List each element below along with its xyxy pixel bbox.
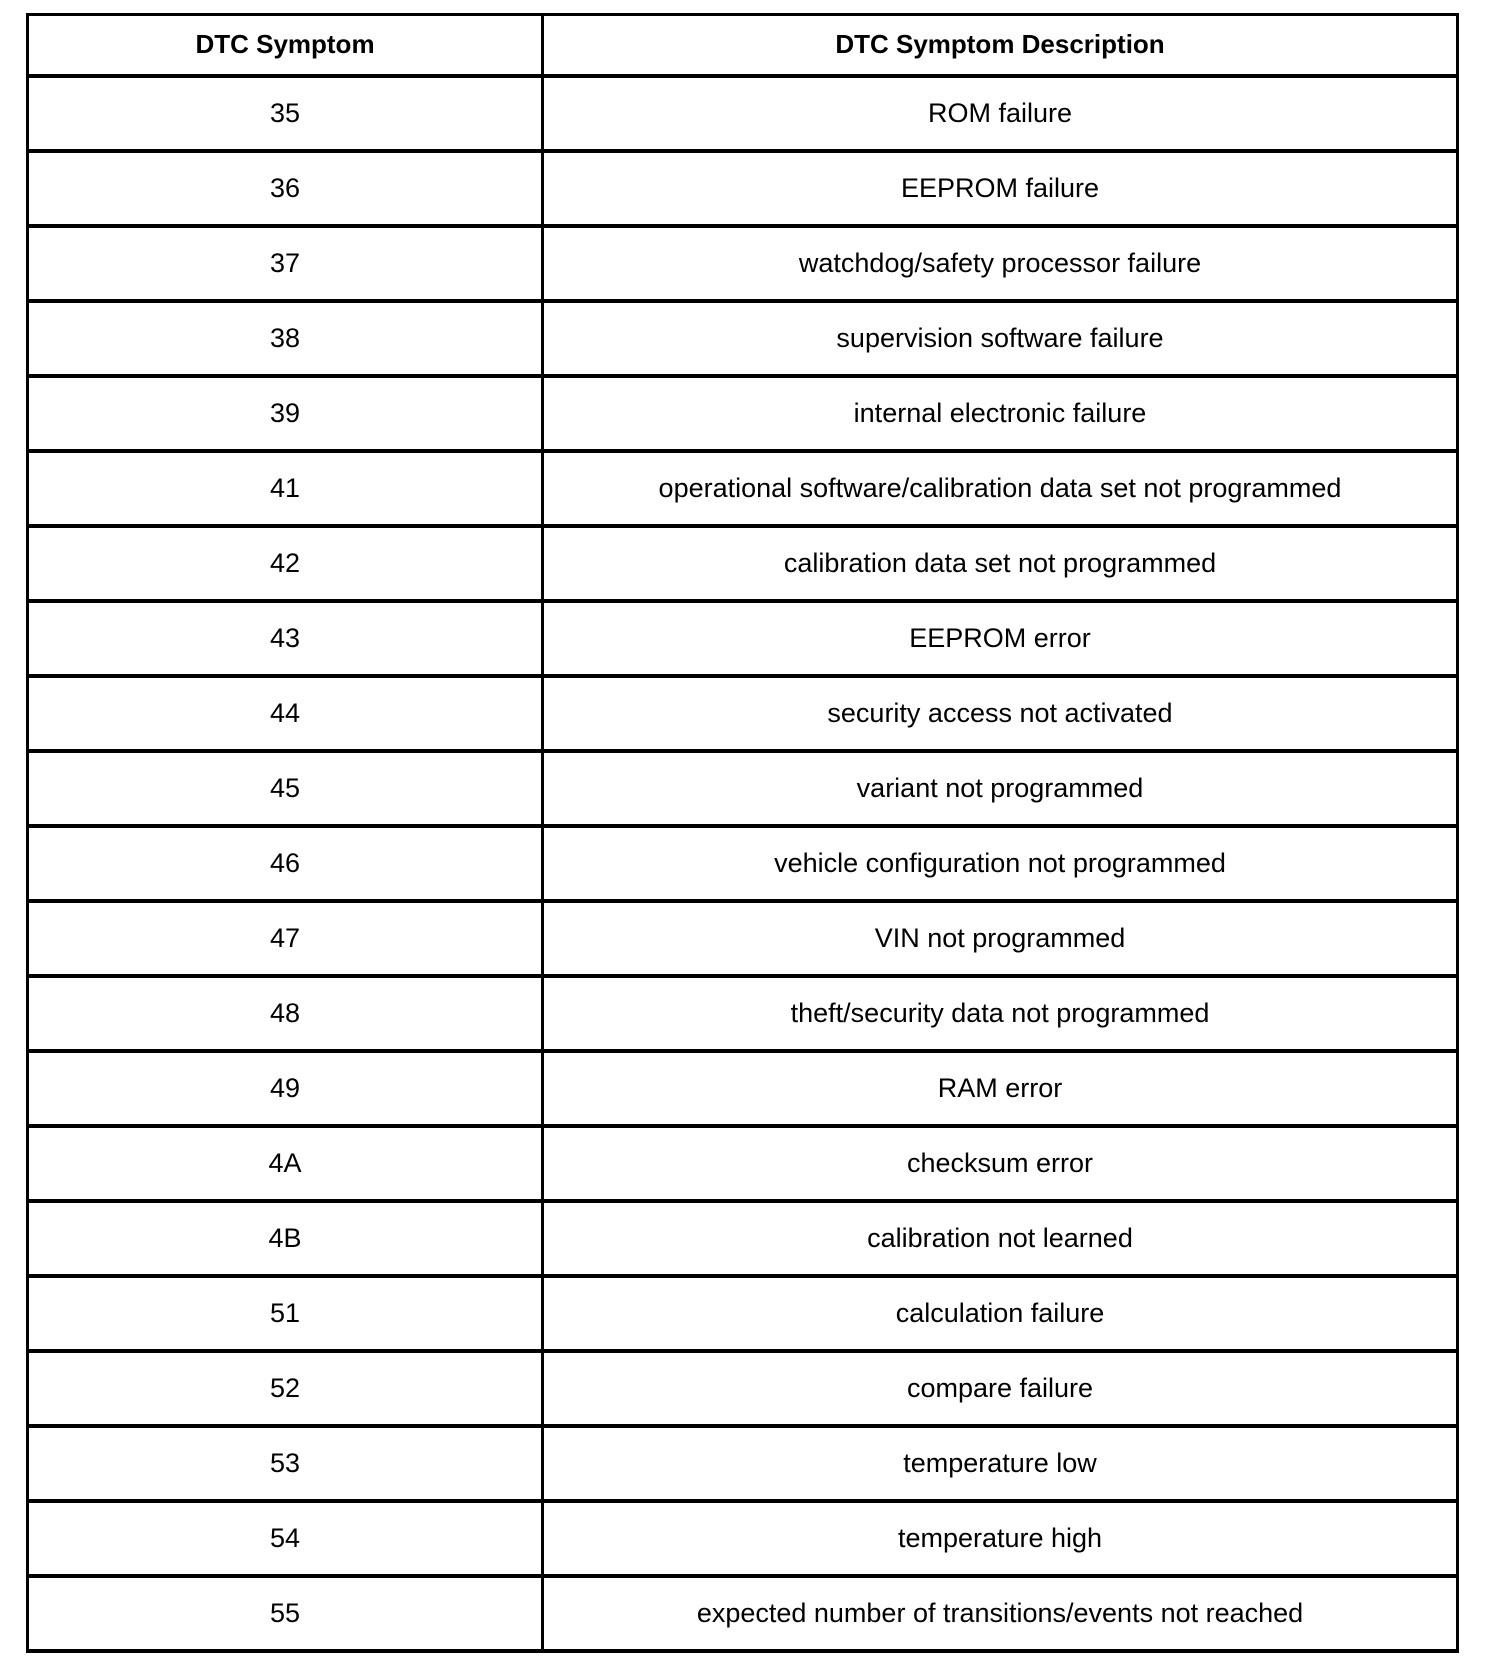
table-row xyxy=(28,151,1458,226)
dtc-symptom-code: 41 xyxy=(28,451,543,526)
table-row xyxy=(28,301,1458,376)
table-row xyxy=(28,901,1458,976)
column-header-dtc-symptom: DTC Symptom xyxy=(28,15,543,76)
dtc-symptom-code: 4B xyxy=(28,1201,543,1276)
dtc-symptom-description: EEPROM error xyxy=(543,601,1458,676)
table-row xyxy=(28,601,1458,676)
table-row xyxy=(28,676,1458,751)
dtc-symptom-code: 45 xyxy=(28,751,543,826)
table-row xyxy=(28,1201,1458,1276)
dtc-symptom-code: 43 xyxy=(28,601,543,676)
dtc-symptom-description: supervision software failure xyxy=(543,301,1458,376)
table-row xyxy=(28,976,1458,1051)
dtc-symptom-code: 35 xyxy=(28,76,543,151)
dtc-symptom-description: watchdog/safety processor failure xyxy=(543,226,1458,301)
table-row xyxy=(28,76,1458,151)
table-row xyxy=(28,526,1458,601)
dtc-symptom-description: checksum error xyxy=(543,1126,1458,1201)
dtc-symptom-code: 53 xyxy=(28,1426,543,1501)
dtc-symptom-code: 46 xyxy=(28,826,543,901)
dtc-symptom-description: vehicle configuration not programmed xyxy=(543,826,1458,901)
dtc-symptom-code: 37 xyxy=(28,226,543,301)
dtc-symptom-code: 4A xyxy=(28,1126,543,1201)
table-row xyxy=(28,376,1458,451)
dtc-symptom-code: 55 xyxy=(28,1576,543,1651)
table-row xyxy=(28,1126,1458,1201)
dtc-symptom-description: calibration data set not programmed xyxy=(543,526,1458,601)
table-row xyxy=(28,826,1458,901)
dtc-symptom-table xyxy=(26,13,1459,1653)
dtc-symptom-description: ROM failure xyxy=(543,76,1458,151)
dtc-symptom-description: operational software/calibration data set not programmed xyxy=(543,451,1458,526)
dtc-symptom-code: 49 xyxy=(28,1051,543,1126)
table-row xyxy=(28,1351,1458,1426)
dtc-symptom-description: internal electronic failure xyxy=(543,376,1458,451)
dtc-symptom-description: theft/security data not programmed xyxy=(543,976,1458,1051)
dtc-symptom-description: temperature high xyxy=(543,1501,1458,1576)
dtc-symptom-code: 42 xyxy=(28,526,543,601)
dtc-symptom-code: 52 xyxy=(28,1351,543,1426)
table-row xyxy=(28,451,1458,526)
dtc-symptom-description: VIN not programmed xyxy=(543,901,1458,976)
dtc-symptom-description: expected number of transitions/events not reached xyxy=(543,1576,1458,1651)
dtc-symptom-code: 54 xyxy=(28,1501,543,1576)
dtc-symptom-description: temperature low xyxy=(543,1426,1458,1501)
dtc-symptom-description: RAM error xyxy=(543,1051,1458,1126)
table-header xyxy=(28,15,1458,76)
column-header-dtc-symptom-description: DTC Symptom Description xyxy=(543,15,1458,76)
dtc-symptom-code: 36 xyxy=(28,151,543,226)
dtc-symptom-code: 44 xyxy=(28,676,543,751)
table-row xyxy=(28,1576,1458,1651)
dtc-symptom-code: 47 xyxy=(28,901,543,976)
dtc-symptom-description: variant not programmed xyxy=(543,751,1458,826)
dtc-symptom-description: calculation failure xyxy=(543,1276,1458,1351)
dtc-symptom-description: calibration not learned xyxy=(543,1201,1458,1276)
table-row xyxy=(28,1426,1458,1501)
dtc-symptom-code: 51 xyxy=(28,1276,543,1351)
dtc-symptom-description: EEPROM failure xyxy=(543,151,1458,226)
dtc-symptom-description: compare failure xyxy=(543,1351,1458,1426)
table-row xyxy=(28,1276,1458,1351)
table-body xyxy=(28,76,1458,1651)
dtc-symptom-code: 48 xyxy=(28,976,543,1051)
dtc-symptom-description: security access not activated xyxy=(543,676,1458,751)
table-row xyxy=(28,751,1458,826)
table-row xyxy=(28,226,1458,301)
header-row xyxy=(28,15,1458,76)
table-row xyxy=(28,1501,1458,1576)
table-row xyxy=(28,1051,1458,1126)
dtc-symptom-code: 39 xyxy=(28,376,543,451)
dtc-symptom-code: 38 xyxy=(28,301,543,376)
